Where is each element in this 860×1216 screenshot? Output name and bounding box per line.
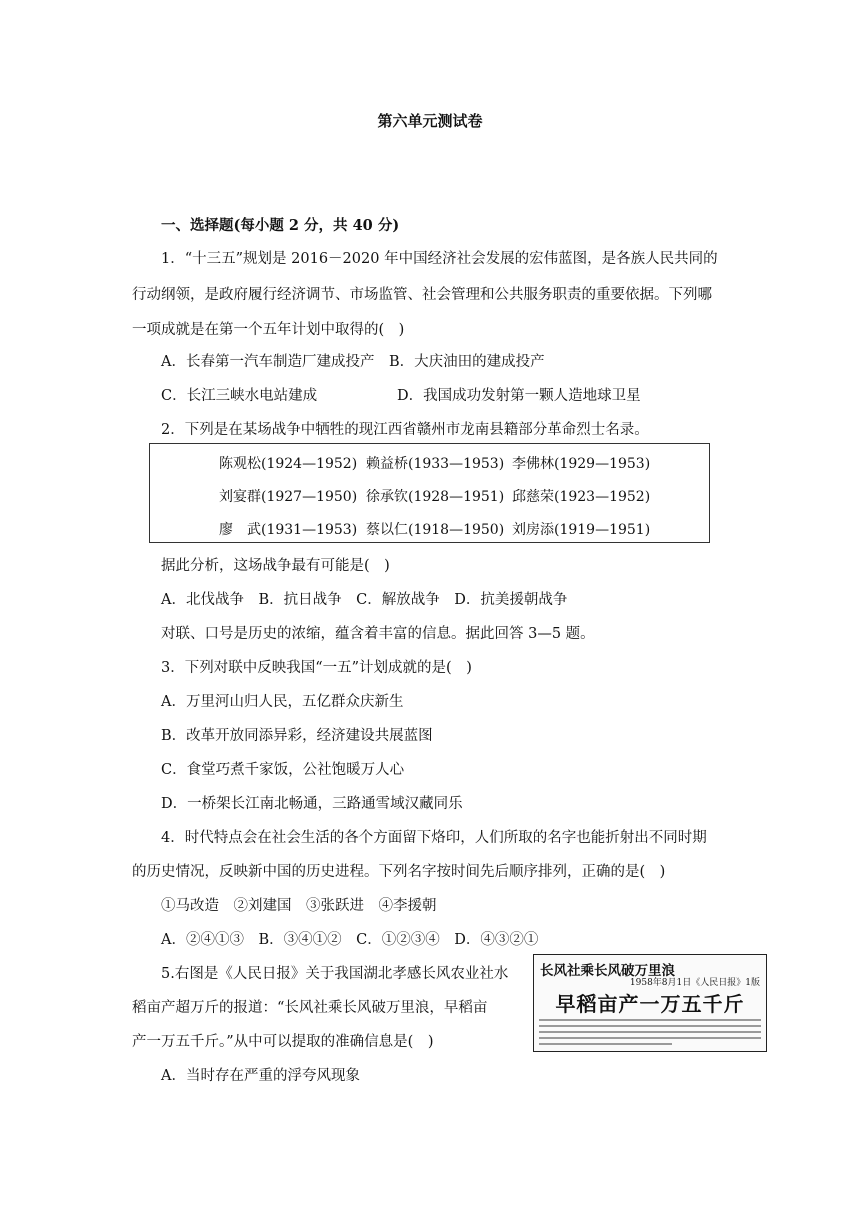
martyr-name: 徐承钦(1928—1951) <box>366 489 505 505</box>
q1-option-c: C．长江三峡水电站建成 <box>161 388 318 404</box>
section-heading: 一、选择题(每小题 2 分，共 40 分) <box>161 217 400 234</box>
q1-stem-line1: 1．“十三五”规划是 2016－2020 年中国经济社会发展的宏伟蓝图，是各族人民共同的 <box>161 251 718 267</box>
q4-stem-line1: 4．时代特点会在社会生活的各个方面留下烙印，人们所取的名字也能折射出不同时期 <box>161 830 707 846</box>
martyr-name: 廖 武(1931—1953) <box>219 522 358 538</box>
martyr-name: 刘房添(1919—1951) <box>512 522 651 538</box>
q4-options: A．②④①③ B．③④①② C．①②③④ D．④③②① <box>161 932 539 948</box>
martyr-name: 刘宴群(1927—1950) <box>219 489 358 505</box>
q3-option-c: C．食堂巧煮千家饭，公社饱暖万人心 <box>161 762 405 778</box>
martyr-name: 蔡以仁(1918—1950) <box>366 522 505 538</box>
q4-stem-line2: 的历史情况，反映新中国的历史进程。下列名字按时间先后顺序排列，正确的是( ) <box>132 864 666 880</box>
q5-stem-line3: 产一万五千斤。”从中可以提取的准确信息是( ) <box>132 1034 434 1050</box>
q2-options: A．北伐战争 B．抗日战争 C．解放战争 D．抗美援朝战争 <box>161 592 568 608</box>
q3-option-b: B．改革开放同添异彩，经济建设共展蓝图 <box>161 728 433 744</box>
martyr-name: 李佛林(1929—1953) <box>512 456 651 472</box>
martyr-list-box <box>149 443 710 543</box>
clipping-main-headline: 早稻亩产一万五千斤 <box>555 992 745 1016</box>
q3-stem: 3．下列对联中反映我国“一五”计划成就的是( ) <box>161 660 472 676</box>
q5-stem-line2: 稻亩产超万斤的报道：“长风社乘长风破万里浪，早稻亩 <box>132 1000 488 1016</box>
martyr-name: 赖益桥(1933—1953) <box>366 456 505 472</box>
martyr-name: 邱慈荣(1923—1952) <box>512 489 651 505</box>
q3-option-d: D．一桥架长江南北畅通，三路通雪域汉藏同乐 <box>161 796 463 812</box>
q1-stem-line3: 一项成就是在第一个五年计划中取得的( ) <box>132 322 405 338</box>
q3-option-a: A．万里河山归人民，五亿群众庆新生 <box>161 694 404 710</box>
clipping-source: 1958年8月1日《人民日报》1版 <box>629 978 760 988</box>
q4-names: ①马改造 ②刘建国 ③张跃进 ④李援朝 <box>161 898 437 914</box>
q2-stem: 2．下列是在某场战争中牺牲的现江西省赣州市龙南县籍部分革命烈士名录。 <box>161 422 649 438</box>
q2-question: 据此分析，这场战争最有可能是( ) <box>161 558 390 574</box>
q1-stem-line2: 行动纲领，是政府履行经济调节、市场监管、社会管理和公共服务职责的重要依据。下列哪 <box>132 287 712 303</box>
q1-option-d: D．我国成功发射第一颗人造地球卫星 <box>397 388 641 404</box>
q5-option-a: A．当时存在严重的浮夸风现象 <box>161 1068 360 1084</box>
q5-stem-line1: 5.右图是《人民日报》关于我国湖北孝感长风农业社水 <box>161 966 509 982</box>
newspaper-clipping-image <box>533 954 767 1052</box>
clipping-headline: 长风社乘长风破万里浪 <box>540 963 675 979</box>
q1-options-ab: A．长春第一汽车制造厂建成投产 B．大庆油田的建成投产 <box>161 354 545 370</box>
intro-3-5: 对联、口号是历史的浓缩，蕴含着丰富的信息。据此回答 3—5 题。 <box>161 626 595 642</box>
martyr-name: 陈观松(1924—1952) <box>219 456 358 472</box>
page-title: 第六单元测试卷 <box>377 112 483 130</box>
clipping-body-text <box>539 1019 761 1049</box>
